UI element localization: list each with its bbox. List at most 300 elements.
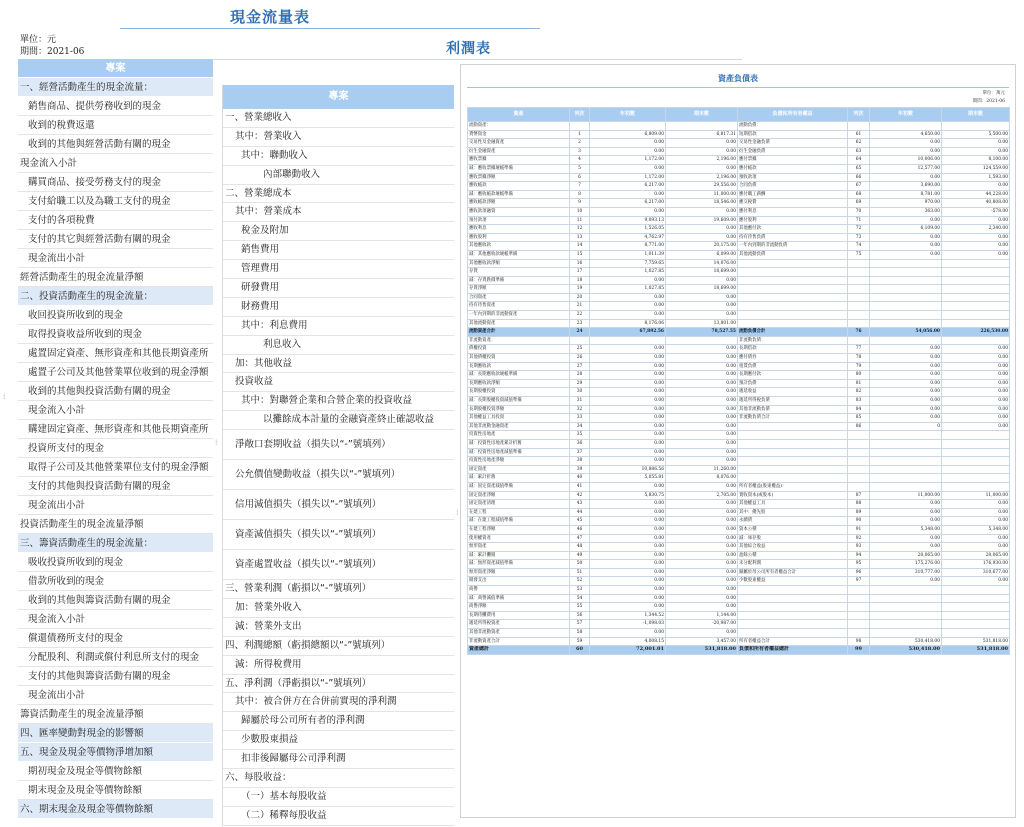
balance-sheet-cell: 應收票據淨額: [468, 173, 570, 182]
balance-sheet-cell: 12: [570, 225, 590, 234]
balance-sheet-cell: 非流動資產合計: [468, 637, 570, 646]
balance-sheet-row: [468, 259, 1010, 268]
balance-sheet-cell: [738, 586, 848, 595]
cash-flow-row: 支付的其他與投資活動有關的現金: [18, 477, 213, 496]
balance-sheet-cell: 0.00: [870, 242, 942, 251]
balance-sheet-cell: 14,076.00: [666, 259, 738, 268]
balance-sheet-cell: 6,217.00: [590, 182, 666, 191]
balance-sheet-cell: 531,818.00: [942, 646, 1010, 655]
balance-sheet-row: [468, 577, 1010, 586]
balance-sheet-cell: 84: [848, 405, 870, 414]
income-row: 其中：營業成本: [223, 203, 454, 222]
balance-sheet-cell: 74: [848, 242, 870, 251]
balance-sheet-cell: 0.00: [590, 577, 666, 586]
balance-sheet-cell: 其他應收款: [468, 242, 570, 251]
income-row: 淨敞口套期收益（損失以“-”號填列）: [223, 430, 454, 460]
balance-sheet-cell: [848, 336, 870, 345]
balance-sheet-cell: 0.00: [942, 139, 1010, 148]
balance-sheet-column-header: 年初數: [870, 108, 942, 122]
balance-sheet-column-header: 期末數: [666, 108, 738, 122]
balance-sheet-cell: 11,000.00: [666, 190, 738, 199]
cash-flow-row: 收到的其他與經營活動有關的現金: [18, 135, 213, 154]
balance-sheet-cell: 13,801.00: [666, 319, 738, 328]
cash-flow-section-row: 一、經營活動產生的現金流量：: [18, 78, 213, 97]
balance-sheet-cell: 0.00: [942, 534, 1010, 543]
balance-sheet-row: [468, 500, 1010, 509]
balance-sheet-cell: [870, 448, 942, 457]
balance-sheet-cell: 存貨淨額: [468, 285, 570, 294]
balance-sheet-cell: 57: [570, 620, 590, 629]
income-statement-header: 專案: [223, 85, 454, 109]
balance-sheet-row: [468, 122, 1010, 131]
balance-sheet-cell: [848, 259, 870, 268]
balance-sheet-header-row: [468, 108, 1010, 122]
balance-sheet-cell: 0.00: [590, 207, 666, 216]
cash-flow-row: 現金流出小計: [18, 249, 213, 268]
balance-sheet-row: [468, 130, 1010, 139]
balance-sheet-cell: [870, 611, 942, 620]
balance-sheet-cell: 0.00: [942, 182, 1010, 191]
balance-sheet-row: [468, 568, 1010, 577]
balance-sheet-cell: 應收利息: [468, 225, 570, 234]
balance-sheet-cell: 25: [570, 345, 590, 354]
balance-sheet-cell: 0.00: [666, 482, 738, 491]
balance-sheet-cell: 94: [848, 551, 870, 560]
balance-sheet-cell: 18,546.00: [666, 199, 738, 208]
balance-sheet-cell: 0.00: [590, 371, 666, 380]
balance-sheet-cell: 0.00: [590, 517, 666, 526]
balance-sheet-cell: [942, 482, 1010, 491]
balance-sheet-row: [468, 147, 1010, 156]
balance-sheet-cell: [870, 276, 942, 285]
balance-sheet-cell: 衍生金融負債: [738, 147, 848, 156]
balance-sheet-cell: 40,808.00: [942, 199, 1010, 208]
balance-sheet-row: [468, 216, 1010, 225]
income-row: 利息收入: [223, 336, 454, 355]
balance-sheet-cell: 0.00: [590, 388, 666, 397]
balance-sheet-row: [468, 164, 1010, 173]
balance-sheet-cell: [848, 629, 870, 638]
balance-sheet-cell: 8: [570, 190, 590, 199]
balance-sheet-cell: 37: [570, 448, 590, 457]
balance-sheet-cell: [942, 620, 1010, 629]
cash-flow-row: 吸收投資所收到的現金: [18, 553, 213, 572]
cash-flow-section-row: 二、投資活動產生的現金流量：: [18, 287, 213, 306]
balance-sheet-cell: 其他綜合收益: [738, 543, 848, 552]
balance-sheet-cell: 0.00: [942, 397, 1010, 406]
balance-sheet-cell: [666, 336, 738, 345]
balance-sheet-cell: 0.00: [666, 543, 738, 552]
income-statement-title: 利潤表: [446, 41, 491, 57]
balance-sheet-cell: 5,348.00: [870, 525, 942, 534]
balance-sheet-cell: 其中：優先股: [738, 508, 848, 517]
balance-sheet-column-header: 期末數: [942, 108, 1010, 122]
balance-sheet-cell: 0.00: [590, 164, 666, 173]
cash-flow-row: 現金流入小計: [18, 401, 213, 420]
balance-sheet-cell: 0.00: [666, 568, 738, 577]
balance-sheet-cell: 28,065.00: [870, 551, 942, 560]
cash-flow-title-underline: [120, 28, 540, 29]
balance-sheet-cell: 非流動負債合計: [738, 414, 848, 423]
balance-sheet-cell: 資產總計: [468, 646, 570, 655]
balance-sheet-row: [468, 139, 1010, 148]
cash-flow-row: 期末現金及現金等價物餘額: [18, 781, 213, 800]
balance-sheet-cell: 92: [848, 534, 870, 543]
balance-sheet-cell: 3: [570, 147, 590, 156]
balance-sheet-cell: 其他債權投資: [468, 354, 570, 363]
balance-sheet-cell: [848, 448, 870, 457]
cash-flow-row: 分配股利、利潤或償付利息所支付的現金: [18, 648, 213, 667]
balance-sheet-row: [468, 543, 1010, 552]
balance-sheet-cell: 60: [570, 646, 590, 655]
balance-sheet-cell: 33: [570, 414, 590, 423]
balance-sheet-cell: [870, 620, 942, 629]
balance-sheet-row: [468, 646, 1010, 655]
balance-sheet-column-header: 列次: [848, 108, 870, 122]
balance-sheet-cell: 30: [570, 388, 590, 397]
balance-sheet-cell: 1,172.00: [590, 173, 666, 182]
balance-sheet-cell: 應付職工薪酬: [738, 190, 848, 199]
balance-sheet-row: [468, 560, 1010, 569]
balance-sheet-row: [468, 551, 1010, 560]
balance-sheet-cell: 0.00: [666, 233, 738, 242]
balance-sheet-cell: 52: [570, 577, 590, 586]
balance-sheet-row: [468, 207, 1010, 216]
balance-sheet-row: [468, 439, 1010, 448]
balance-sheet-row: [468, 233, 1010, 242]
balance-sheet-cell: [942, 302, 1010, 311]
balance-sheet-body: [468, 122, 1010, 655]
balance-sheet-cell: [870, 336, 942, 345]
balance-sheet-row: [468, 603, 1010, 612]
balance-sheet-cell: [590, 122, 666, 131]
balance-sheet-row: [468, 182, 1010, 191]
balance-sheet-cell: 長期應付款: [738, 371, 848, 380]
balance-sheet-cell: 持有待售資產: [468, 302, 570, 311]
balance-sheet-row: [468, 379, 1010, 388]
balance-sheet-cell: 1: [570, 130, 590, 139]
balance-sheet-cell: 1,526.05: [590, 225, 666, 234]
balance-sheet-cell: 75: [848, 250, 870, 259]
balance-sheet-cell: [848, 603, 870, 612]
balance-sheet-cell: 90: [848, 517, 870, 526]
balance-sheet-cell: 所有者權益(股東權益)：: [738, 482, 848, 491]
balance-sheet-cell: 86: [848, 422, 870, 431]
balance-sheet-cell: 48: [570, 543, 590, 552]
balance-sheet-cell: 70: [848, 207, 870, 216]
balance-sheet-cell: 310,777.00: [870, 568, 942, 577]
cash-flow-row: 收到的其他與籌資活動有關的現金: [18, 591, 213, 610]
balance-sheet-cell: 0.00: [590, 551, 666, 560]
balance-sheet-cell: [570, 336, 590, 345]
balance-sheet-cell: [942, 439, 1010, 448]
cash-flow-row: 處置固定資產、無形資產和其他長期資產所: [18, 344, 213, 363]
balance-sheet-cell: 0.00: [870, 139, 942, 148]
splitter-handle[interactable]: ⁞: [3, 392, 6, 401]
balance-sheet-cell: 0.00: [666, 397, 738, 406]
balance-sheet-cell: 0.00: [590, 508, 666, 517]
balance-sheet-cell: [738, 611, 848, 620]
balance-sheet-cell: 0.00: [590, 139, 666, 148]
balance-sheet-row: [468, 336, 1010, 345]
balance-sheet-cell: 商譽淨額: [468, 603, 570, 612]
balance-sheet-cell: [870, 268, 942, 277]
balance-sheet-row: [468, 517, 1010, 526]
balance-sheet-row: [468, 225, 1010, 234]
balance-sheet-cell: [942, 465, 1010, 474]
balance-sheet-cell: 應交稅費: [738, 199, 848, 208]
balance-sheet-cell: 0.00: [666, 422, 738, 431]
balance-sheet-cell: [848, 122, 870, 131]
balance-sheet-cell: 減：投資性房地產累計折舊: [468, 439, 570, 448]
balance-sheet-cell: 0.00: [666, 603, 738, 612]
balance-sheet-cell: 其他權益工具投資: [468, 414, 570, 423]
balance-sheet-cell: 34: [570, 422, 590, 431]
balance-sheet-cell: 22: [570, 311, 590, 320]
balance-sheet-cell: 0.00: [666, 525, 738, 534]
balance-sheet-cell: 減：無形資產減值準備: [468, 560, 570, 569]
balance-sheet-cell: 遞延所得稅負債: [738, 397, 848, 406]
income-row: 其中：利息費用: [223, 317, 454, 336]
balance-sheet-cell: 18,699.00: [666, 268, 738, 277]
balance-sheet-row: [468, 354, 1010, 363]
balance-sheet-cell: [942, 603, 1010, 612]
balance-sheet-cell: [942, 311, 1010, 320]
balance-sheet-cell: 合同負債: [738, 182, 848, 191]
balance-sheet-cell: 0.00: [666, 594, 738, 603]
balance-sheet-cell: 0.00: [666, 551, 738, 560]
balance-sheet-cell: 0.00: [666, 225, 738, 234]
cash-flow-row: 支付的其他與籌資活動有關的現金: [18, 667, 213, 686]
balance-sheet-cell: 44: [570, 508, 590, 517]
splitter-handle[interactable]: ⁞: [456, 508, 459, 517]
balance-sheet-cell: 其他流動資產: [468, 319, 570, 328]
cash-flow-row: 支付的各項稅費: [18, 211, 213, 230]
balance-sheet-row: [468, 482, 1010, 491]
balance-sheet-cell: 應付票據: [738, 156, 848, 165]
balance-sheet-cell: [942, 586, 1010, 595]
balance-sheet-cell: 在建工程淨額: [468, 525, 570, 534]
balance-sheet-cell: 投資性房地產淨額: [468, 457, 570, 466]
balance-sheet-cell: 0.00: [590, 560, 666, 569]
cash-flow-row: 收到的其他與投資活動有關的現金: [18, 382, 213, 401]
income-row: 減：營業外支出: [223, 618, 454, 637]
balance-sheet-cell: 0.00: [870, 371, 942, 380]
cash-flow-header: 專案: [18, 59, 213, 78]
income-row: 信用減值損失（損失以“-”號填列）: [223, 490, 454, 520]
balance-sheet-cell: 28,065.00: [942, 551, 1010, 560]
balance-sheet-cell: 0.00: [666, 431, 738, 440]
balance-sheet-cell: 0.00: [666, 379, 738, 388]
balance-sheet-row: [468, 371, 1010, 380]
period-label: 期間：2021-06: [20, 47, 85, 57]
balance-sheet-cell: 盈餘公積: [738, 551, 848, 560]
balance-sheet-cell: 4,008.15: [590, 637, 666, 646]
splitter-handle[interactable]: ⁞: [215, 438, 218, 447]
balance-sheet-cell: 永續債: [738, 517, 848, 526]
balance-sheet-cell: 28: [570, 371, 590, 380]
balance-sheet-cell: 在建工程: [468, 508, 570, 517]
balance-sheet-cell: 0.00: [590, 302, 666, 311]
balance-sheet-cell: 0.00: [870, 414, 942, 423]
unit-label: 單位：元: [20, 35, 57, 45]
balance-sheet-cell: 1,344.52: [590, 611, 666, 620]
balance-sheet-cell: 0.00: [590, 629, 666, 638]
balance-sheet-row: [468, 422, 1010, 431]
balance-sheet-cell: 交易性及金融資產: [468, 139, 570, 148]
cash-flow-section-row: 四、匯率變動對現金的影響額: [18, 724, 213, 743]
balance-sheet-cell: 29: [570, 379, 590, 388]
balance-sheet-cell: [848, 611, 870, 620]
balance-sheet-cell: [848, 465, 870, 474]
balance-sheet-cell: [738, 431, 848, 440]
balance-sheet-cell: 0.00: [942, 362, 1010, 371]
balance-sheet-cell: 78,527.55: [666, 328, 738, 337]
balance-sheet-cell: 0.00: [942, 354, 1010, 363]
balance-sheet-cell: 0.00: [666, 293, 738, 302]
balance-sheet-cell: 歸屬於母公司所有者權益合計: [738, 568, 848, 577]
balance-sheet-cell: 8,100.00: [942, 156, 1010, 165]
balance-sheet-title-underline: [467, 87, 1009, 88]
balance-sheet-cell: 0.00: [870, 250, 942, 259]
cash-flow-row: 償還債務所支付的現金: [18, 629, 213, 648]
balance-sheet-cell: 11,000.00: [942, 491, 1010, 500]
balance-sheet-cell: 減：投資性房地產減值準備: [468, 448, 570, 457]
balance-sheet-row: [468, 276, 1010, 285]
balance-sheet-cell: 持有待售負債: [738, 233, 848, 242]
balance-sheet-cell: 4,650.00: [870, 130, 942, 139]
balance-sheet-cell: 8,771.00: [590, 242, 666, 251]
balance-sheet-cell: [738, 457, 848, 466]
balance-sheet-cell: 0.00: [590, 568, 666, 577]
balance-sheet-cell: [942, 457, 1010, 466]
balance-sheet-column-header: 負債和所有者權益: [738, 108, 848, 122]
balance-sheet-cell: 應收帳款淨額: [468, 199, 570, 208]
balance-sheet-cell: 56: [570, 611, 590, 620]
balance-sheet-cell: [870, 594, 942, 603]
income-row: 其中：被合併方在合併前實現的淨利潤: [223, 693, 454, 712]
balance-sheet-cell: 0.00: [666, 448, 738, 457]
balance-sheet-row: [468, 173, 1010, 182]
balance-sheet-cell: 流動負債：: [738, 122, 848, 131]
balance-sheet-cell: [942, 259, 1010, 268]
balance-sheet-cell: 0.00: [870, 534, 942, 543]
balance-sheet-cell: [942, 594, 1010, 603]
cash-flow-row: 投資活動產生的現金流量淨額: [18, 515, 213, 534]
balance-sheet-cell: 0.00: [590, 362, 666, 371]
cash-flow-row: 經營活動產生的現金流量淨額: [18, 268, 213, 287]
balance-sheet-cell: 0.00: [942, 414, 1010, 423]
balance-sheet-row: [468, 534, 1010, 543]
balance-sheet-cell: 16: [570, 259, 590, 268]
balance-sheet-cell: [870, 439, 942, 448]
balance-sheet-cell: 減：在建工程減值準備: [468, 517, 570, 526]
balance-sheet-cell: 商譽: [468, 586, 570, 595]
balance-sheet-cell: 8,076.00: [666, 474, 738, 483]
balance-sheet-row: [468, 388, 1010, 397]
balance-sheet-cell: 51: [570, 568, 590, 577]
balance-sheet-cell: [738, 474, 848, 483]
balance-sheet-cell: 970.00: [870, 199, 942, 208]
balance-sheet-cell: 遞延收益: [738, 388, 848, 397]
balance-sheet-cell: 0.00: [590, 147, 666, 156]
income-row: 以攤餘成本計量的金融資產終止確認收益: [223, 411, 454, 430]
balance-sheet-cell: 0.00: [666, 560, 738, 569]
balance-sheet-cell: 6: [570, 173, 590, 182]
balance-sheet-cell: 長期股權投資: [468, 388, 570, 397]
balance-sheet-cell: 66: [848, 173, 870, 182]
balance-sheet-cell: 55: [570, 603, 590, 612]
balance-sheet-cell: 使用權資產: [468, 534, 570, 543]
balance-sheet-cell: 6,099.00: [666, 250, 738, 259]
income-row: 其中：對聯營企業和合營企業的投資收益: [223, 392, 454, 411]
balance-sheet-cell: [738, 268, 848, 277]
balance-sheet-cell: [590, 336, 666, 345]
balance-sheet-cell: 應付股利: [738, 216, 848, 225]
balance-sheet-row: [468, 311, 1010, 320]
balance-sheet-cell: 9: [570, 199, 590, 208]
balance-sheet-cell: 1,011.39: [590, 250, 666, 259]
balance-sheet-cell: 0.00: [942, 379, 1010, 388]
balance-sheet-cell: 20: [570, 293, 590, 302]
balance-sheet-cell: 0.00: [942, 147, 1010, 156]
balance-sheet-title: 資產負債表: [718, 74, 758, 83]
balance-sheet-cell: 11: [570, 216, 590, 225]
balance-sheet-cell: 73: [848, 233, 870, 242]
balance-sheet-cell: 98: [848, 637, 870, 646]
balance-sheet-cell: 未分配利潤: [738, 560, 848, 569]
balance-sheet-cell: 0.00: [942, 543, 1010, 552]
balance-sheet-cell: 0.00: [870, 508, 942, 517]
income-row: 其中：聯動收入: [223, 147, 454, 166]
balance-sheet-row: [468, 156, 1010, 165]
balance-sheet-cell: 7,759.65: [590, 259, 666, 268]
balance-sheet-cell: [848, 293, 870, 302]
balance-sheet-cell: [942, 336, 1010, 345]
balance-sheet-cell: 85: [848, 414, 870, 423]
balance-sheet-cell: 49: [570, 551, 590, 560]
balance-sheet-cell: [738, 439, 848, 448]
balance-sheet-cell: [738, 422, 848, 431]
balance-sheet-cell: 0.00: [666, 577, 738, 586]
balance-sheet-cell: 一年內到期的非流動負債: [738, 242, 848, 251]
balance-sheet-cell: 0.00: [870, 147, 942, 156]
balance-sheet-cell: 99: [848, 646, 870, 655]
income-row: （二）稀釋每股收益: [223, 807, 454, 826]
cash-flow-row: 借款所收到的現金: [18, 572, 213, 591]
balance-sheet-cell: 0.00: [666, 388, 738, 397]
balance-sheet-cell: 176,930.00: [942, 560, 1010, 569]
balance-sheet-cell: 5,500.00: [942, 130, 1010, 139]
income-row: 銷售費用: [223, 241, 454, 260]
balance-sheet-cell: 1,144.00: [666, 611, 738, 620]
balance-sheet-cell: 80: [848, 371, 870, 380]
balance-sheet-cell: 交易性金融負債: [738, 139, 848, 148]
balance-sheet-cell: 0.00: [870, 543, 942, 552]
balance-sheet-cell: 應付債券: [738, 354, 848, 363]
balance-sheet-row: [468, 302, 1010, 311]
balance-sheet-cell: 97: [848, 577, 870, 586]
balance-sheet-cell: [848, 302, 870, 311]
balance-sheet-cell: [870, 465, 942, 474]
balance-sheet-cell: 0.00: [870, 405, 942, 414]
balance-sheet-cell: [942, 611, 1010, 620]
balance-sheet-cell: [738, 276, 848, 285]
balance-sheet-cell: -1,098.03: [590, 620, 666, 629]
balance-sheet-cell: 0.00: [942, 388, 1010, 397]
balance-sheet-cell: 4,762.97: [590, 233, 666, 242]
balance-sheet-cell: 0.00: [590, 397, 666, 406]
